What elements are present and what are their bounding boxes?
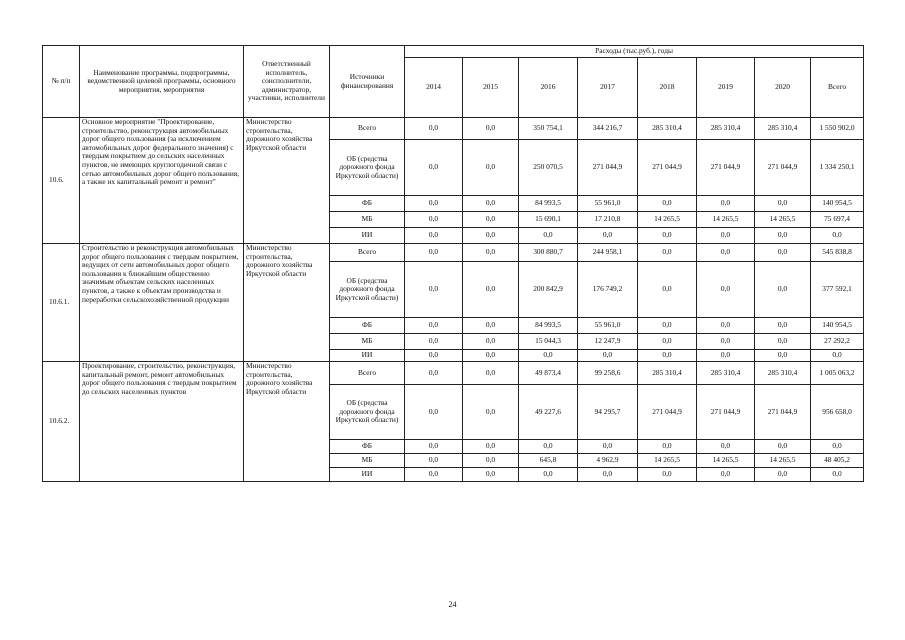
value-total: 1 005 063,2 bbox=[811, 362, 864, 385]
value-cell: 0,0 bbox=[638, 196, 697, 212]
funding-source: МБ bbox=[330, 334, 405, 350]
value-cell: 176 749,2 bbox=[578, 262, 638, 318]
table-body bbox=[43, 118, 864, 482]
value-cell: 0,0 bbox=[405, 228, 463, 244]
value-cell: 0,0 bbox=[755, 228, 811, 244]
header-year: 2018 bbox=[638, 58, 697, 118]
responsible-executor: Министерство строительства, дорожного хозяйства Иркутской области bbox=[244, 118, 330, 244]
value-cell: 55 961,0 bbox=[578, 318, 638, 334]
funding-source: ФБ bbox=[330, 318, 405, 334]
value-cell: 271 044,9 bbox=[755, 140, 811, 196]
funding-source: ИИ bbox=[330, 228, 405, 244]
value-cell: 49 873,4 bbox=[519, 362, 578, 385]
value-cell: 0,0 bbox=[463, 318, 519, 334]
value-cell: 0,0 bbox=[405, 212, 463, 228]
value-total: 956 658,0 bbox=[811, 385, 864, 440]
value-cell: 285 310,4 bbox=[638, 362, 697, 385]
header-year: 2016 bbox=[519, 58, 578, 118]
value-cell: 0,0 bbox=[463, 212, 519, 228]
value-cell: 0,0 bbox=[405, 362, 463, 385]
activity-name: Проектирование, строительство, реконструкция, капитальный ремонт, ремонт автомобильных дорог общего пользования с твердым покрытием до сельских населенных пунктов bbox=[80, 362, 244, 482]
header-source: Источники финансирования bbox=[330, 46, 405, 118]
value-cell: 14 265,5 bbox=[755, 212, 811, 228]
funding-source: МБ bbox=[330, 212, 405, 228]
value-total: 140 954,5 bbox=[811, 196, 864, 212]
header-responsible: Ответственный исполнитель, соисполнители, администратор, участники, исполнители bbox=[244, 46, 330, 118]
value-cell: 94 295,7 bbox=[578, 385, 638, 440]
value-cell: 14 265,5 bbox=[638, 212, 697, 228]
value-cell: 0,0 bbox=[463, 196, 519, 212]
value-cell: 99 258,6 bbox=[578, 362, 638, 385]
value-cell: 0,0 bbox=[463, 468, 519, 482]
value-cell: 0,0 bbox=[755, 468, 811, 482]
value-total: 1 550 902,0 bbox=[811, 118, 864, 140]
value-cell: 0,0 bbox=[697, 468, 755, 482]
responsible-executor: Министерство строительства, дорожного хозяйства Иркутской области bbox=[244, 244, 330, 362]
funding-source: ОБ (средства дорожного фонда Иркутской области) bbox=[330, 262, 405, 318]
value-cell: 0,0 bbox=[755, 350, 811, 362]
header-expenses-group: Расходы (тыс.руб.), годы bbox=[405, 46, 864, 58]
value-cell: 55 961,0 bbox=[578, 196, 638, 212]
value-total: 140 954,5 bbox=[811, 318, 864, 334]
value-cell: 0,0 bbox=[519, 440, 578, 454]
value-cell: 0,0 bbox=[755, 440, 811, 454]
value-cell: 0,0 bbox=[638, 334, 697, 350]
value-cell: 0,0 bbox=[405, 440, 463, 454]
header-year: 2020 bbox=[755, 58, 811, 118]
value-cell: 0,0 bbox=[755, 334, 811, 350]
value-cell: 0,0 bbox=[463, 454, 519, 468]
table-row bbox=[43, 244, 864, 262]
value-cell: 0,0 bbox=[755, 244, 811, 262]
header-year: 2017 bbox=[578, 58, 638, 118]
value-cell: 4 962,9 bbox=[578, 454, 638, 468]
funding-source: Всего bbox=[330, 244, 405, 262]
expenditure-table bbox=[42, 45, 864, 482]
value-total: 545 838,8 bbox=[811, 244, 864, 262]
value-cell: 350 754,1 bbox=[519, 118, 578, 140]
header-total: Всего bbox=[811, 58, 864, 118]
value-cell: 0,0 bbox=[405, 196, 463, 212]
funding-source: ОБ (средства дорожного фонда Иркутской области) bbox=[330, 140, 405, 196]
value-cell: 0,0 bbox=[519, 468, 578, 482]
value-total: 0,0 bbox=[811, 350, 864, 362]
funding-source: Всего bbox=[330, 118, 405, 140]
value-cell: 271 044,9 bbox=[697, 140, 755, 196]
value-cell: 200 842,9 bbox=[519, 262, 578, 318]
value-cell: 0,0 bbox=[405, 385, 463, 440]
value-cell: 14 265,5 bbox=[755, 454, 811, 468]
value-cell: 0,0 bbox=[405, 318, 463, 334]
value-cell: 271 044,9 bbox=[578, 140, 638, 196]
funding-source: Всего bbox=[330, 362, 405, 385]
value-total: 377 592,1 bbox=[811, 262, 864, 318]
row-number: 10.6. bbox=[43, 118, 80, 244]
table-row bbox=[43, 362, 864, 385]
value-cell: 0,0 bbox=[638, 244, 697, 262]
funding-source: ФБ bbox=[330, 196, 405, 212]
value-cell: 300 880,7 bbox=[519, 244, 578, 262]
value-cell: 0,0 bbox=[755, 318, 811, 334]
header-num: № п/п bbox=[43, 46, 80, 118]
value-cell: 0,0 bbox=[638, 350, 697, 362]
value-total: 0,0 bbox=[811, 468, 864, 482]
value-cell: 0,0 bbox=[578, 228, 638, 244]
value-cell: 0,0 bbox=[697, 244, 755, 262]
table-header bbox=[43, 46, 864, 118]
value-cell: 17 210,8 bbox=[578, 212, 638, 228]
value-cell: 0,0 bbox=[638, 468, 697, 482]
funding-source: МБ bbox=[330, 454, 405, 468]
funding-source: ИИ bbox=[330, 468, 405, 482]
value-cell: 271 044,9 bbox=[755, 385, 811, 440]
value-cell: 15 690,1 bbox=[519, 212, 578, 228]
value-cell: 12 247,9 bbox=[578, 334, 638, 350]
value-cell: 0,0 bbox=[638, 318, 697, 334]
value-cell: 0,0 bbox=[697, 318, 755, 334]
activity-name: Основное мероприятие "Проектирование, строительство, реконструкция автомобильных дорог общего пользования (за исключением автомобильных дорог федерального значения) с твердым покрытием до сельских населенных пунктов, не имеющих круглогодичной связи с сетью автомобильных дорог общего пользования, а также их капитальный ремонт и ремонт" bbox=[80, 118, 244, 244]
value-cell: 0,0 bbox=[405, 140, 463, 196]
value-cell: 244 958,1 bbox=[578, 244, 638, 262]
value-cell: 344 216,7 bbox=[578, 118, 638, 140]
row-number: 10.6.1. bbox=[43, 244, 80, 362]
value-total: 0,0 bbox=[811, 440, 864, 454]
value-cell: 0,0 bbox=[463, 262, 519, 318]
value-cell: 0,0 bbox=[463, 228, 519, 244]
value-cell: 0,0 bbox=[519, 228, 578, 244]
value-cell: 0,0 bbox=[697, 262, 755, 318]
funding-source: ФБ bbox=[330, 440, 405, 454]
value-cell: 0,0 bbox=[578, 468, 638, 482]
responsible-executor: Министерство строительства, дорожного хозяйства Иркутской области bbox=[244, 362, 330, 482]
header-year: 2019 bbox=[697, 58, 755, 118]
funding-source: ИИ bbox=[330, 350, 405, 362]
value-cell: 0,0 bbox=[405, 334, 463, 350]
value-cell: 0,0 bbox=[697, 228, 755, 244]
value-cell: 0,0 bbox=[405, 244, 463, 262]
value-cell: 0,0 bbox=[755, 262, 811, 318]
value-cell: 0,0 bbox=[638, 262, 697, 318]
value-cell: 0,0 bbox=[578, 350, 638, 362]
value-cell: 0,0 bbox=[463, 140, 519, 196]
value-cell: 0,0 bbox=[405, 262, 463, 318]
value-cell: 0,0 bbox=[405, 118, 463, 140]
value-total: 1 334 250,1 bbox=[811, 140, 864, 196]
value-cell: 250 070,5 bbox=[519, 140, 578, 196]
value-cell: 0,0 bbox=[463, 118, 519, 140]
value-cell: 0,0 bbox=[697, 440, 755, 454]
value-cell: 0,0 bbox=[697, 334, 755, 350]
value-total: 48 405,2 bbox=[811, 454, 864, 468]
value-total: 75 697,4 bbox=[811, 212, 864, 228]
value-cell: 0,0 bbox=[578, 440, 638, 454]
value-cell: 14 265,5 bbox=[697, 454, 755, 468]
table-row bbox=[43, 118, 864, 140]
value-cell: 271 044,9 bbox=[638, 140, 697, 196]
header-name: Наименование программы, подпрограммы, ведомственной целевой программы, основного мероприятия, мероприятия bbox=[80, 46, 244, 118]
value-cell: 285 310,4 bbox=[755, 362, 811, 385]
row-number: 10.6.2. bbox=[43, 362, 80, 482]
value-cell: 285 310,4 bbox=[697, 362, 755, 385]
value-cell: 0,0 bbox=[405, 350, 463, 362]
value-total: 0,0 bbox=[811, 228, 864, 244]
activity-name: Строительство и реконструкция автомобильных дорог общего пользования с твердым покрытием, ведущих от сети автомобильных дорог общего пользования к ближайшим общественно значимым объектам сельских населенных пунктов, а также к объектам производства и переработки сельскохозяйственной продукции bbox=[80, 244, 244, 362]
funding-source: ОБ (средства дорожного фонда Иркутской области) bbox=[330, 385, 405, 440]
value-cell: 0,0 bbox=[463, 244, 519, 262]
value-cell: 0,0 bbox=[405, 454, 463, 468]
value-cell: 14 265,5 bbox=[697, 212, 755, 228]
value-cell: 0,0 bbox=[638, 440, 697, 454]
value-cell: 14 265,5 bbox=[638, 454, 697, 468]
value-cell: 84 993,5 bbox=[519, 318, 578, 334]
value-cell: 0,0 bbox=[519, 350, 578, 362]
value-cell: 271 044,9 bbox=[697, 385, 755, 440]
value-cell: 0,0 bbox=[697, 196, 755, 212]
page-number: 24 bbox=[448, 600, 457, 609]
value-cell: 285 310,4 bbox=[755, 118, 811, 140]
value-cell: 0,0 bbox=[463, 350, 519, 362]
value-cell: 0,0 bbox=[463, 440, 519, 454]
value-cell: 271 044,9 bbox=[638, 385, 697, 440]
header-year: 2014 bbox=[405, 58, 463, 118]
value-cell: 285 310,4 bbox=[638, 118, 697, 140]
value-cell: 0,0 bbox=[755, 196, 811, 212]
value-total: 27 292,2 bbox=[811, 334, 864, 350]
header-year: 2015 bbox=[463, 58, 519, 118]
value-cell: 15 044,3 bbox=[519, 334, 578, 350]
value-cell: 0,0 bbox=[463, 385, 519, 440]
value-cell: 0,0 bbox=[405, 468, 463, 482]
value-cell: 0,0 bbox=[463, 334, 519, 350]
value-cell: 645,8 bbox=[519, 454, 578, 468]
value-cell: 0,0 bbox=[638, 228, 697, 244]
value-cell: 49 227,6 bbox=[519, 385, 578, 440]
value-cell: 84 993,5 bbox=[519, 196, 578, 212]
value-cell: 285 310,4 bbox=[697, 118, 755, 140]
value-cell: 0,0 bbox=[697, 350, 755, 362]
value-cell: 0,0 bbox=[463, 362, 519, 385]
